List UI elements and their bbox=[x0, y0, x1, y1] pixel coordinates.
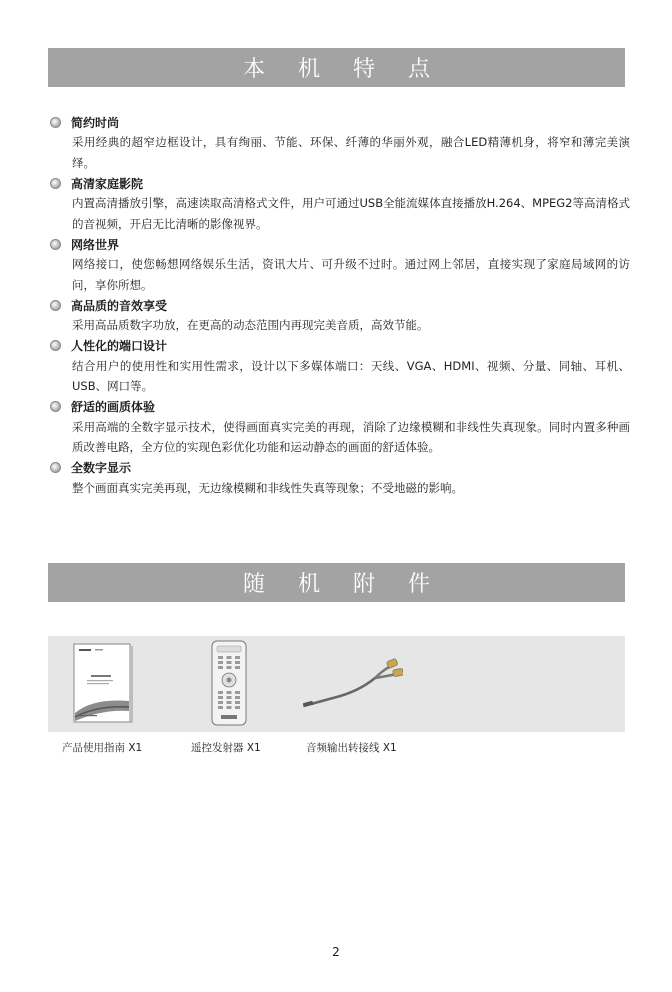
feature-title: 舒适的画质体验 bbox=[71, 400, 156, 414]
accessories-panel bbox=[48, 636, 625, 732]
feature-description: 采用高品质数字功放，在更高的动态范围内再现完美音质，高效节能。 bbox=[72, 318, 429, 332]
feature-title: 全数字显示 bbox=[71, 461, 132, 475]
feature-title: 简约时尚 bbox=[71, 115, 120, 130]
feature-item bbox=[50, 397, 630, 458]
features-list bbox=[50, 112, 630, 498]
feature-description: 采用经典的超窄边框设计，具有绚丽、节能、环保、纤薄的华丽外观，融合LED精薄机身，将窄和薄完美演绎。 bbox=[72, 135, 630, 170]
feature-item bbox=[50, 458, 630, 499]
accessory-label-remote: 遥控发射器 X1 bbox=[191, 742, 261, 754]
feature-item bbox=[50, 295, 630, 336]
feature-item bbox=[50, 173, 630, 234]
bullet-icon bbox=[50, 300, 61, 311]
bullet-icon bbox=[50, 340, 61, 351]
bullet-icon bbox=[50, 401, 61, 412]
feature-item bbox=[50, 234, 630, 295]
bullet-icon bbox=[50, 239, 61, 250]
feature-item bbox=[50, 112, 630, 173]
feature-title: 高品质的音效享受 bbox=[71, 298, 168, 313]
remote-control-icon bbox=[209, 640, 249, 726]
page-number: 2 bbox=[332, 945, 340, 959]
bullet-icon bbox=[50, 117, 61, 128]
features-section-title: 本 机 特 点 bbox=[48, 48, 625, 87]
manual-icon bbox=[73, 643, 134, 724]
feature-description: 结合用户的使用性和实用性需求，设计以下多媒体端口：天线、VGA、HDMI、视频、分量、同轴、耳机、USB、网口等。 bbox=[72, 358, 630, 393]
feature-title: 人性化的端口设计 bbox=[71, 339, 168, 353]
feature-description: 内置高清播放引擎，高速读取高清格式文件，用户可通过USB全能流媒体直接播放H.264、MPEG2等高清格式的音视频，开启无比清晰的影像视界。 bbox=[72, 196, 631, 231]
audio-cable-icon bbox=[303, 658, 403, 710]
feature-description: 网络接口，使您畅想网络娱乐生活，资讯大片、可升级不过时。通过网上邻居，直接实现了家庭局域网的访问，享你所想。 bbox=[72, 257, 630, 292]
accessory-label-cable: 音频输出转接线 X1 bbox=[306, 742, 397, 754]
feature-item bbox=[50, 336, 630, 397]
feature-description: 采用高端的全数字显示技术，使得画面真实完美的再现，消除了边缘模糊和非线性失真现象。同时内置多种画质改善电路，全方位的实现色彩优化功能和运动静态的画面的舒适体验。 bbox=[72, 419, 630, 454]
feature-description: 整个画面真实完美再现，无边缘模糊和非线性失真等现象；不受地磁的影响。 bbox=[72, 480, 463, 495]
accessories-section-title: 随 机 附 件 bbox=[48, 563, 625, 602]
bullet-icon bbox=[50, 462, 61, 473]
feature-title: 高清家庭影院 bbox=[71, 176, 144, 191]
bullet-icon bbox=[50, 178, 61, 189]
feature-title: 网络世界 bbox=[71, 237, 120, 252]
accessory-label-manual: 产品使用指南 X1 bbox=[62, 742, 143, 754]
